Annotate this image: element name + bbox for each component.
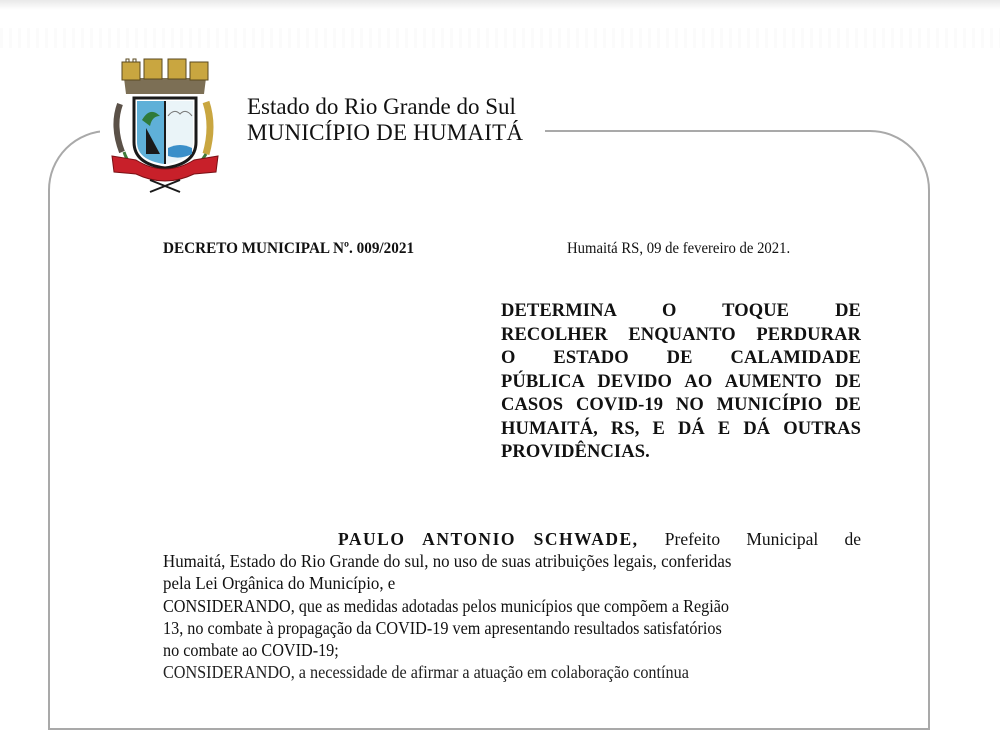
scan-top-shadow <box>0 0 1000 10</box>
considerando-line: 13, no combate à propagação da COVID-19 vem apresentando resultados satisfatórios <box>163 617 722 638</box>
preamble-line: pela Lei Orgânica do Município, e <box>163 573 396 594</box>
municipality-name: MUNICÍPIO DE HUMAITÁ <box>247 120 524 145</box>
decree-summary <box>501 300 861 465</box>
municipal-crest-icon <box>106 56 224 194</box>
summary-line: O ESTADO DE CALAMIDADE <box>501 348 861 368</box>
decree-place-date: Humaitá RS, 09 de fevereiro de 2021. <box>567 240 791 257</box>
summary-line: PÚBLICA DEVIDO AO AUMENTO DE <box>501 371 861 392</box>
mayor-title: Prefeito Municipal de <box>638 529 861 549</box>
summary-line: HUMAITÁ, RS, E DÁ E DÁ OUTRAS <box>501 418 861 439</box>
preamble-line: Humaitá, Estado do Rio Grande do sul, no uso de suas atribuições legais, conferidas <box>163 551 732 572</box>
summary-line: DETERMINA O TOQUE DE <box>501 301 861 321</box>
letterhead <box>247 94 523 146</box>
considerando-line: CONSIDERANDO, que as medidas adotadas pelos municípios que compõem a Região <box>163 595 730 616</box>
considerando-line-partial: CONSIDERANDO, a necessidade de afirmar a atuação em colaboração contínua <box>163 662 689 683</box>
summary-line: RECOLHER ENQUANTO PERDURAR <box>501 324 861 345</box>
considerando-line: no combate ao COVID-19; <box>163 640 339 661</box>
mayor-name: PAULO ANTONIO SCHWADE, <box>338 529 639 549</box>
decree-body <box>163 528 861 683</box>
preamble-line <box>163 528 861 550</box>
scan-artifacts <box>0 28 1000 48</box>
state-name: Estado do Rio Grande do Sul <box>247 94 516 119</box>
decree-number: DECRETO MUNICIPAL Nº. 009/2021 <box>163 240 415 257</box>
summary-line: PROVIDÊNCIAS. <box>501 442 650 462</box>
summary-line: CASOS COVID-19 NO MUNICÍPIO DE <box>501 395 861 415</box>
